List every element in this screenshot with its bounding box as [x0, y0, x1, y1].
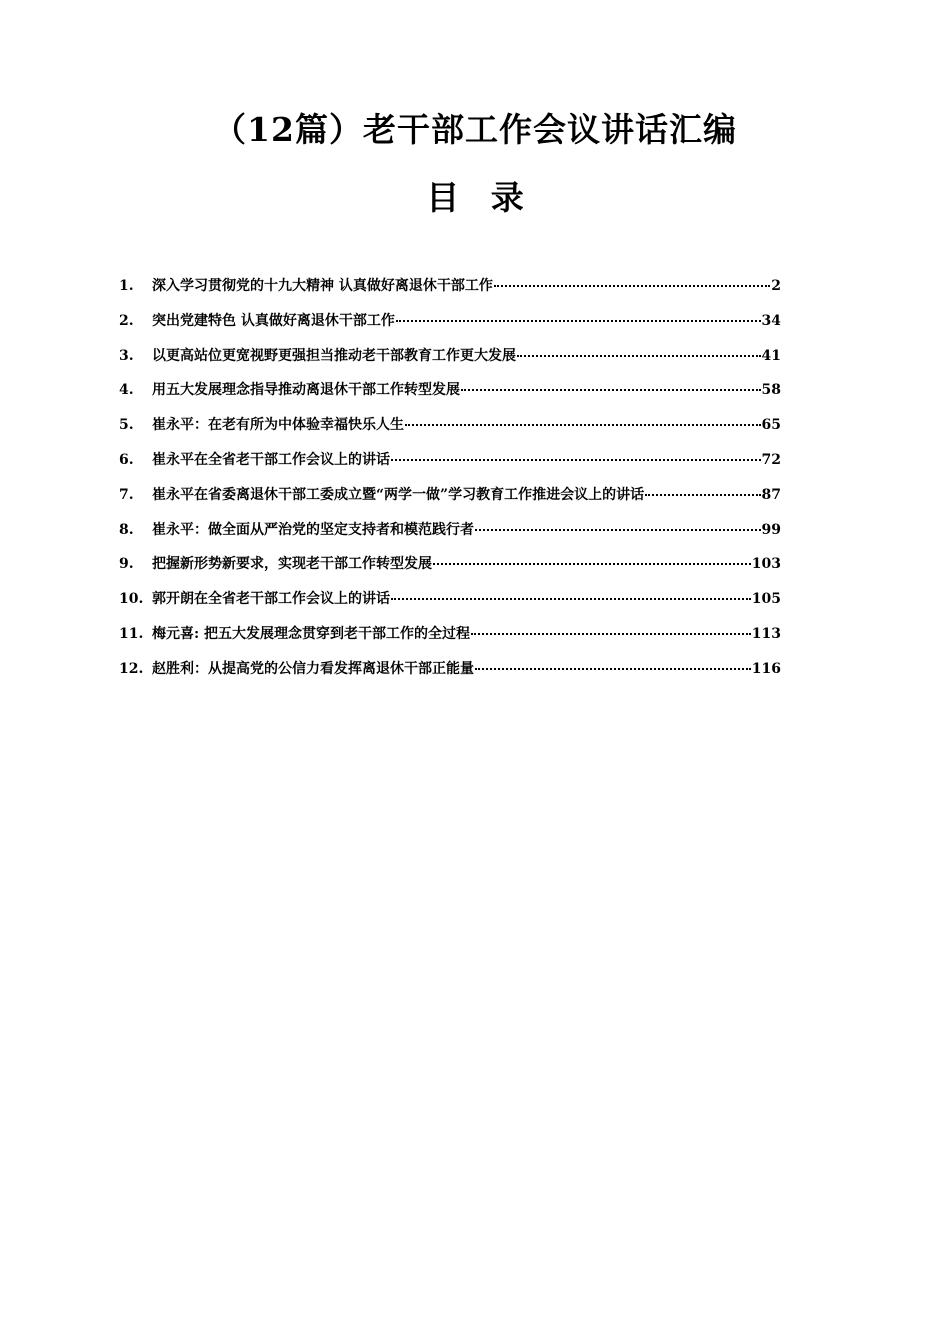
toc-entry-title: 崔永平：在老有所为中体验幸福快乐人生 [152, 417, 404, 434]
toc-dot-leader [433, 563, 751, 565]
toc-entry-title: 郭开朗在全省老干部工作会议上的讲话 [152, 591, 390, 608]
toc-heading: 目 录 [426, 178, 534, 217]
toc-dot-leader [517, 355, 761, 357]
toc-entry-page: 113 [751, 625, 781, 642]
toc-entry-5[interactable] [119, 413, 781, 448]
toc-entry-number: 7. [119, 486, 134, 503]
toc-dot-leader [461, 389, 761, 391]
toc-entry-title: 深入学习贯彻党的十九大精神 认真做好离退休干部工作 [152, 278, 493, 294]
toc-entry-number: 8. [119, 521, 134, 538]
toc-entry-number: 9. [119, 556, 134, 573]
toc-entry-page: 72 [761, 451, 781, 468]
toc-entry-9[interactable] [119, 552, 781, 587]
toc-dot-leader [396, 320, 761, 322]
toc-dot-leader [391, 598, 751, 600]
toc-entry-number: 2. [119, 312, 134, 329]
toc-dot-leader [475, 668, 751, 670]
toc-entry-title: 赵胜利：从提高党的公信力看发挥离退休干部正能量 [152, 660, 474, 677]
toc-entry-number: 1. [119, 278, 134, 294]
toc-entry-page: 2 [771, 278, 781, 294]
toc-entry-number: 12. [119, 660, 144, 677]
toc-entry-number: 5. [119, 417, 134, 434]
toc-entry-7[interactable] [119, 483, 781, 518]
toc-entry-6[interactable] [119, 448, 781, 483]
toc-entry-number: 3. [119, 347, 134, 364]
toc-entry-4[interactable] [119, 378, 781, 413]
toc-dot-leader [645, 494, 760, 496]
table-of-contents [119, 274, 781, 692]
toc-entry-page: 34 [761, 312, 781, 329]
toc-entry-8[interactable] [119, 518, 781, 553]
toc-dot-leader [471, 633, 751, 635]
toc-entry-2[interactable] [119, 309, 781, 344]
toc-entry-title: 以更高站位更宽视野更强担当推动老干部教育工作更大发展 [152, 347, 516, 364]
toc-entry-page: 87 [761, 486, 781, 503]
toc-entry-title: 梅元喜: 把五大发展理念贯穿到老干部工作的全过程 [152, 625, 471, 642]
toc-entry-number: 6. [119, 451, 134, 468]
toc-entry-page: 58 [761, 382, 781, 399]
toc-entry-number: 10. [119, 591, 144, 608]
toc-entry-12[interactable] [119, 657, 781, 692]
toc-dot-leader [405, 424, 761, 426]
toc-entry-10[interactable] [119, 587, 781, 622]
toc-entry-page: 116 [751, 660, 781, 677]
toc-entry-3[interactable] [119, 344, 781, 379]
toc-entry-11[interactable] [119, 622, 781, 657]
toc-dot-leader [494, 285, 770, 287]
toc-entry-page: 105 [751, 591, 781, 608]
toc-entry-title: 崔永平在全省老干部工作会议上的讲话 [152, 451, 390, 468]
toc-entry-title: 崔永平：做全面从严治党的坚定支持者和模范践行者 [152, 521, 474, 538]
toc-entry-number: 11. [119, 625, 144, 642]
toc-entry-page: 103 [751, 556, 781, 573]
toc-entry-title: 把握新形势新要求，实现老干部工作转型发展 [152, 556, 432, 573]
toc-entry-page: 99 [761, 521, 781, 538]
toc-entry-title: 崔永平在省委离退休干部工委成立暨“两学一做”学习教育工作推进会议上的讲话 [152, 486, 645, 503]
toc-entry-page: 41 [761, 347, 781, 364]
toc-entry-page: 65 [761, 417, 781, 434]
toc-entry-title: 用五大发展理念指导推动离退休干部工作转型发展 [152, 382, 460, 399]
toc-dot-leader [475, 529, 761, 531]
toc-entry-number: 4. [119, 382, 134, 399]
toc-entry-1[interactable] [119, 274, 781, 309]
toc-entry-title: 突出党建特色 认真做好离退休干部工作 [152, 312, 395, 329]
toc-dot-leader [391, 459, 761, 461]
document-title: （12篇）老干部工作会议讲话汇编 [213, 110, 737, 149]
